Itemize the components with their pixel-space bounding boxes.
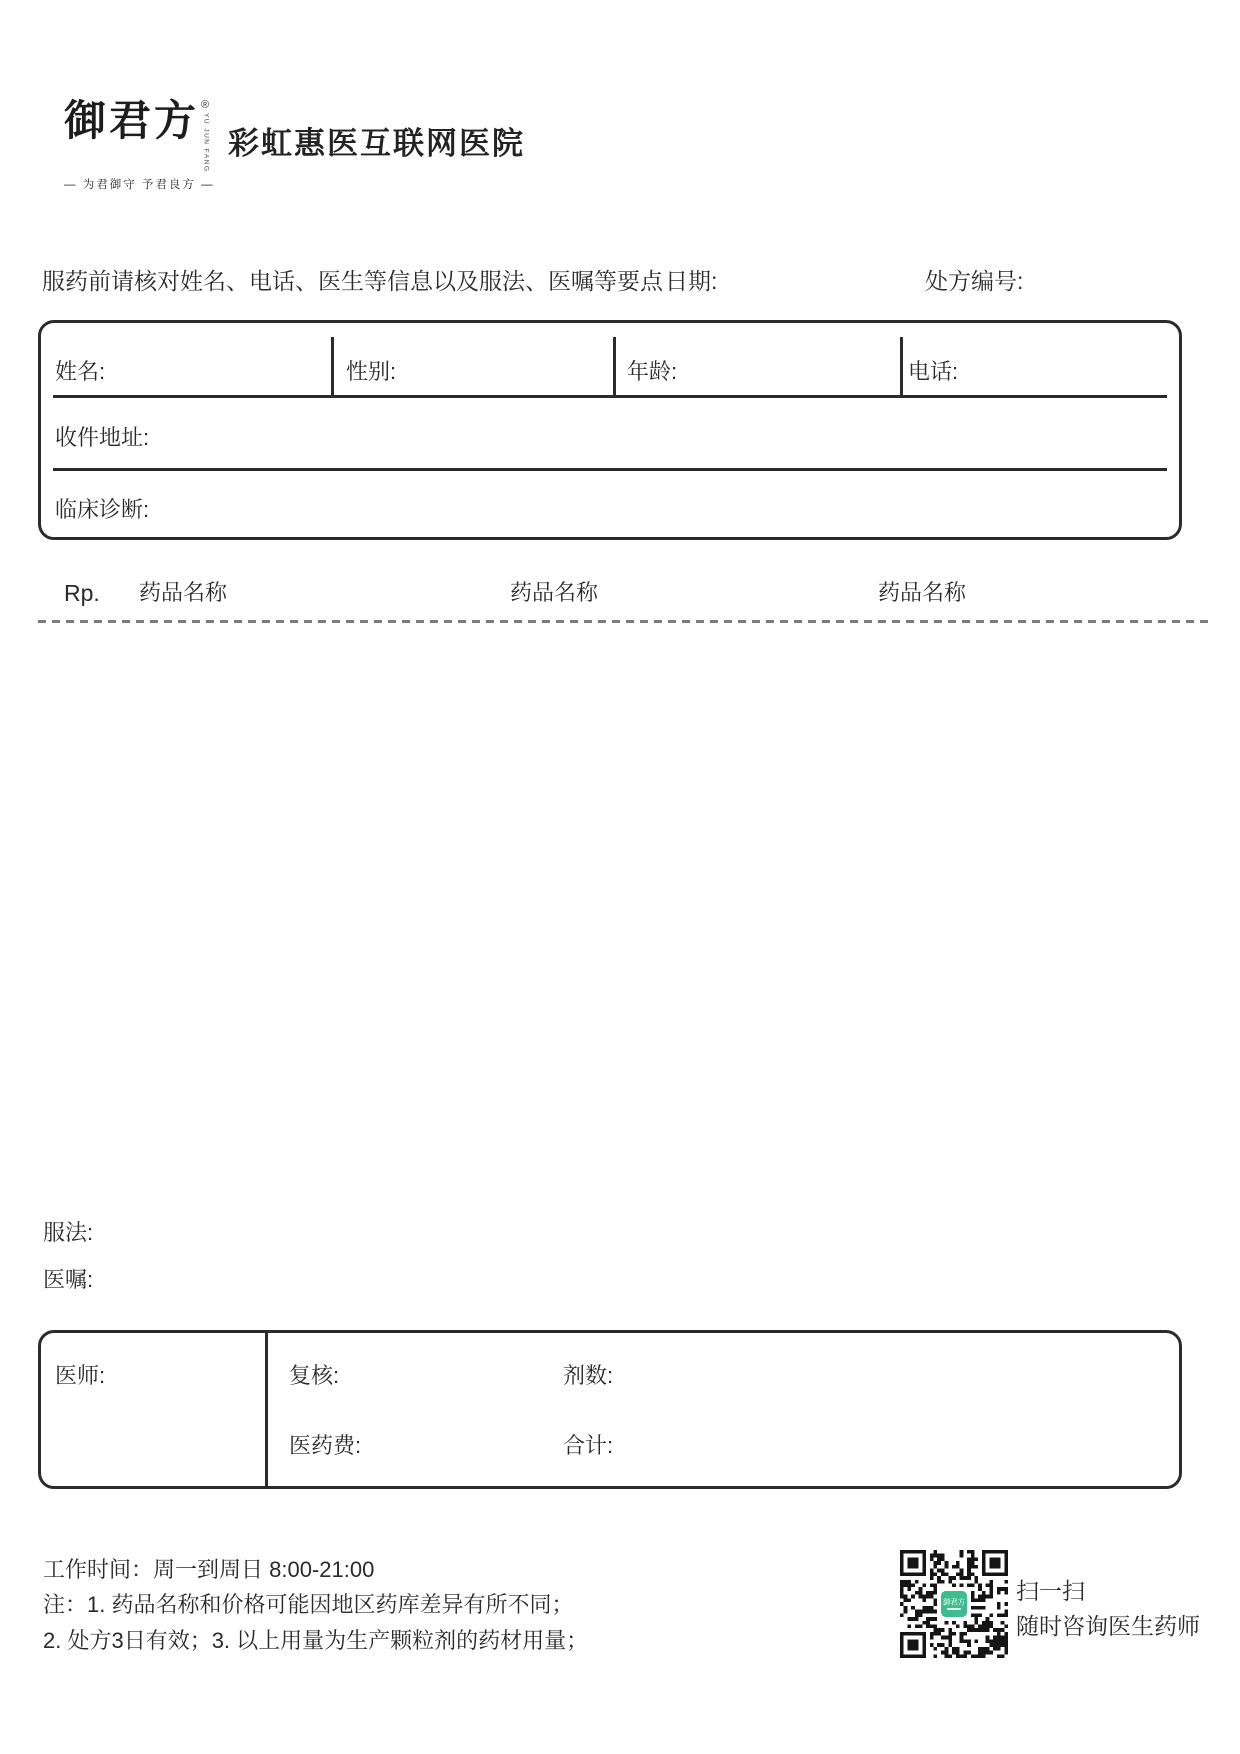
qr-center-logo-text: 御君方	[942, 1597, 966, 1607]
patient-age-label: 年龄:	[627, 359, 678, 384]
column-divider	[331, 337, 334, 397]
review-label: 复核:	[289, 1363, 340, 1388]
brand-logo-pinyin: YU JUN FANG	[202, 113, 210, 173]
hospital-name: 彩虹惠医互联网医院	[228, 126, 525, 162]
total-label: 合计:	[563, 1433, 614, 1458]
rx-separator-dashed-line	[38, 620, 1210, 623]
scan-qr-subtitle: 随时咨询医生药师	[1016, 1613, 1200, 1639]
column-divider	[613, 337, 616, 397]
footer-note-line1: 注：1. 药品名称和价格可能因地区药库差异有所不同；	[43, 1592, 574, 1617]
patient-phone-label: 电话:	[908, 359, 959, 384]
drug-name-column-header: 药品名称	[510, 580, 599, 605]
working-hours: 工作时间：周一到周日 8:00-21:00	[43, 1557, 375, 1582]
shipping-address-label: 收件地址:	[55, 425, 150, 450]
registered-mark: ®	[201, 99, 210, 111]
dose-count-label: 剂数:	[563, 1363, 614, 1388]
signature-fee-box	[38, 1330, 1182, 1489]
clinical-diagnosis-label: 临床诊断:	[55, 497, 150, 522]
brand-logo-text: 御君方	[64, 96, 200, 145]
patient-gender-label: 性别:	[346, 359, 397, 384]
verification-notice: 服药前请核对姓名、电话、医生等信息以及服法、医嘱等要点	[42, 268, 663, 294]
brand-logo	[64, 96, 215, 192]
rp-label: Rp.	[64, 580, 100, 606]
medicine-fee-label: 医药费:	[289, 1433, 362, 1458]
patient-name-label: 姓名:	[55, 359, 106, 384]
drug-name-column-header: 药品名称	[878, 580, 967, 605]
drug-name-column-header: 药品名称	[139, 580, 228, 605]
footer-note-line2: 2. 处方3日有效；3. 以上用量为生产颗粒剂的药材用量；	[43, 1628, 589, 1653]
doctor-advice-label: 医嘱:	[43, 1267, 94, 1292]
qr-code	[900, 1550, 1008, 1658]
row-divider	[53, 468, 1167, 471]
patient-info-box	[38, 320, 1182, 540]
column-divider	[900, 337, 903, 397]
column-divider	[265, 1333, 268, 1486]
scan-qr-title: 扫一扫	[1016, 1578, 1085, 1604]
usage-method-label: 服法:	[43, 1220, 94, 1245]
physician-label: 医师:	[55, 1363, 106, 1388]
brand-tagline: — 为君御守 予君良方 —	[64, 179, 215, 192]
date-label: 日期:	[665, 268, 718, 294]
prescription-number-label: 处方编号:	[925, 268, 1024, 294]
row-divider	[53, 395, 1167, 398]
